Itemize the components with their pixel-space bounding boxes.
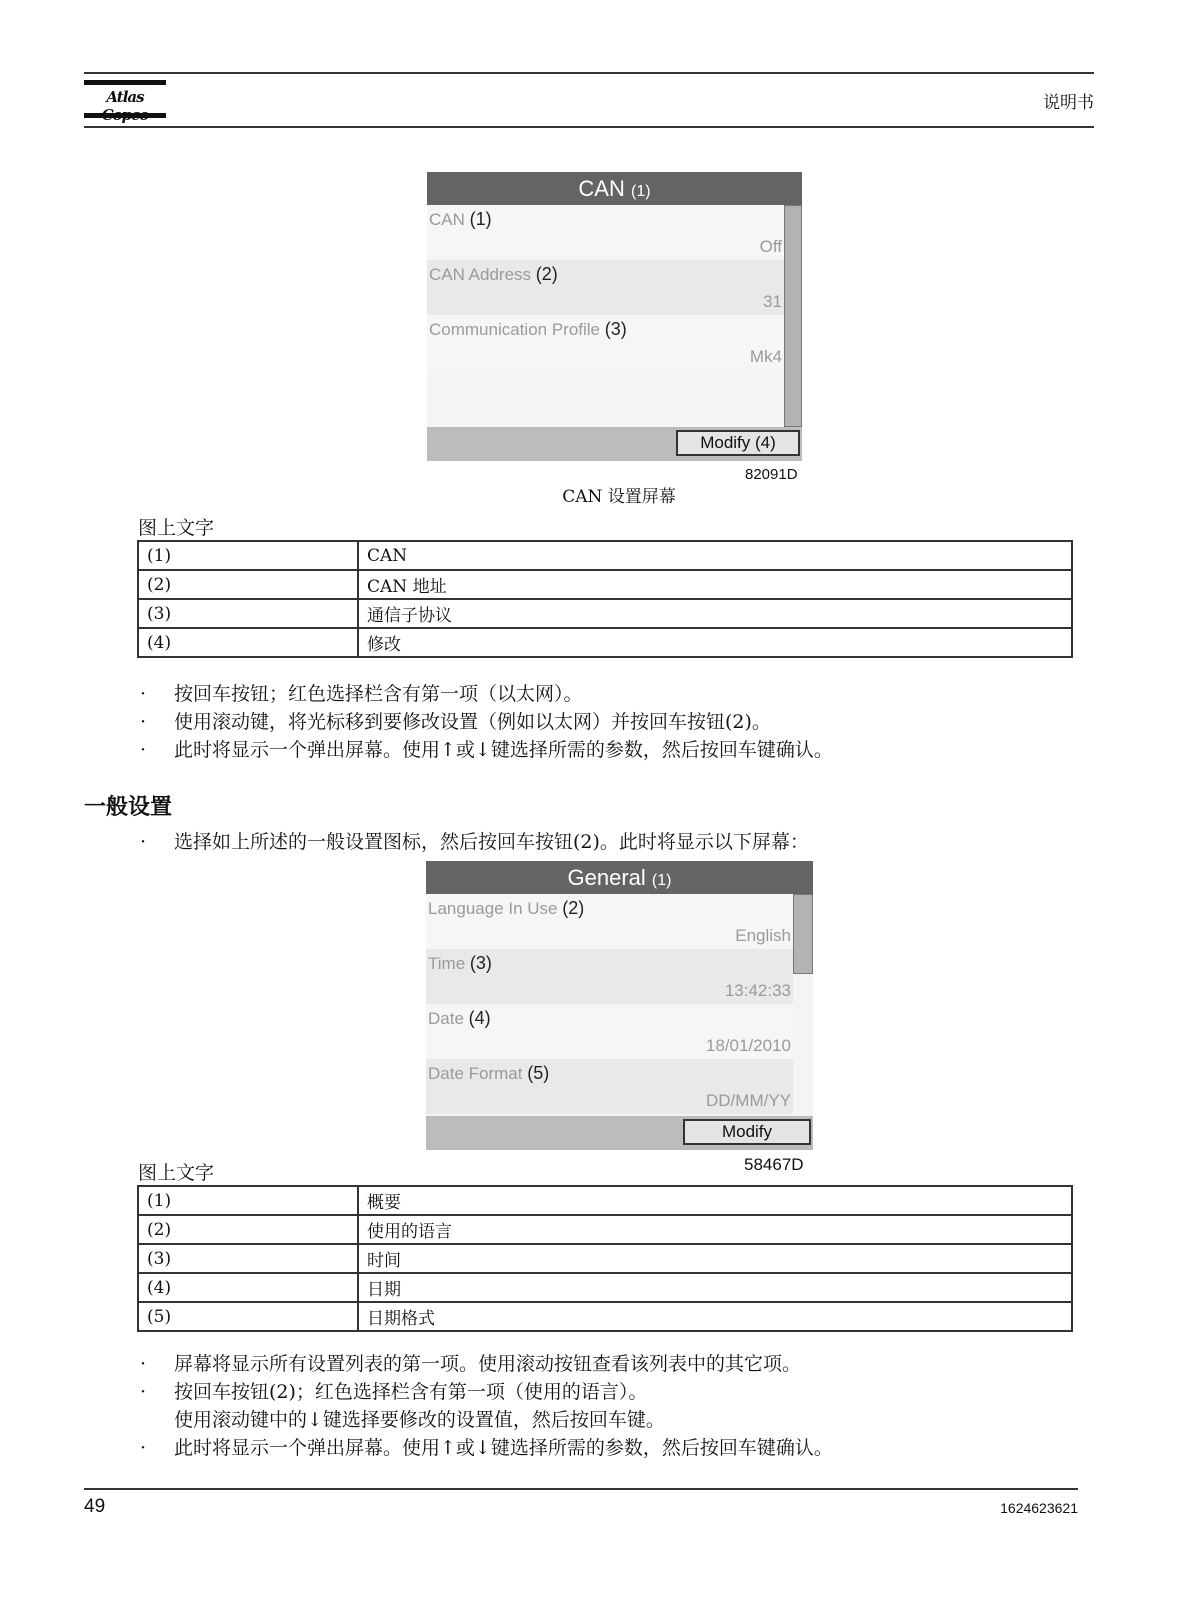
table-row: (2) 使用的语言: [138, 1215, 1072, 1244]
list-item[interactable]: [427, 205, 784, 260]
modify-button[interactable]: Modify: [683, 1119, 811, 1145]
table-row: (4) 日期: [138, 1273, 1072, 1302]
list-item[interactable]: [426, 894, 793, 949]
legend-title: 图上文字: [138, 517, 215, 539]
setting-value: 18/01/2010: [705, 1036, 791, 1055]
list-item: · 选择如上所述的一般设置图标，然后按回车按钮(2)。此时将显示以下屏幕：: [140, 831, 809, 853]
page-number: 49: [84, 1496, 106, 1517]
general-instructions: [140, 1350, 833, 1462]
table-row: (5) 日期格式: [138, 1302, 1072, 1331]
list-item: · 此时将显示一个弹出屏幕。使用↑或↓键选择所需的参数，然后按回车键确认。: [140, 739, 833, 761]
document-number: 1624623621: [1000, 1500, 1078, 1516]
scrollbar[interactable]: [793, 894, 813, 1116]
list-item: · 此时将显示一个弹出屏幕。使用↑或↓键选择所需的参数，然后按回车键确认。: [140, 1437, 833, 1459]
setting-label: Time (3): [428, 953, 492, 973]
list-item-continuation: 使用滚动键中的↓键选择要修改的设置值，然后按回车键。: [174, 1409, 665, 1431]
list-item[interactable]: [426, 1059, 793, 1114]
setting-label: CAN (1): [429, 209, 492, 229]
list-item: · 屏幕将显示所有设置列表的第一项。使用滚动按钮查看该列表中的其它项。: [140, 1353, 802, 1375]
setting-value: Off: [759, 237, 782, 256]
list-item[interactable]: [426, 949, 793, 1004]
setting-label: Language In Use (2): [428, 898, 585, 918]
figure-code: 58467D: [744, 1155, 804, 1174]
section-intro: [140, 828, 809, 856]
setting-label: CAN Address (2): [429, 264, 558, 284]
table-row: (3) 时间: [138, 1244, 1072, 1273]
table-row: (3) 通信子协议: [138, 599, 1072, 628]
list-item: · 使用滚动键，将光标移到要修改设置（例如以太网）并按回车按钮(2)。: [140, 711, 771, 733]
screen-footer: [427, 427, 802, 461]
setting-label: Date (4): [428, 1008, 491, 1028]
can-instructions: [140, 680, 833, 764]
setting-value: 31: [763, 292, 782, 311]
scrollbar-thumb[interactable]: [784, 205, 802, 427]
can-legend-table: [137, 540, 1073, 658]
doc-label: 说明书: [1043, 93, 1094, 113]
modify-button[interactable]: Modify (4): [676, 430, 800, 456]
general-screen: [426, 861, 813, 1150]
screen-title: CAN (1): [427, 172, 802, 205]
list-item: · 按回车按钮(2)；红色选择栏含有第一项（使用的语言）。: [140, 1381, 648, 1403]
scrollbar[interactable]: [784, 205, 802, 427]
general-legend-table: [137, 1185, 1073, 1332]
figure-code: 82091D: [745, 466, 798, 483]
setting-value: 13:42:33: [724, 981, 791, 1000]
list-item[interactable]: [427, 260, 784, 315]
table-row: (2) CAN 地址: [138, 570, 1072, 599]
setting-value: English: [735, 926, 791, 945]
table-row: (1) CAN: [138, 541, 1072, 570]
legend-title: 图上文字: [138, 1162, 215, 1184]
page-footer: [84, 1488, 1078, 1517]
screen-title: General (1): [426, 861, 813, 894]
figure-caption: CAN 设置屏幕: [562, 487, 676, 507]
atlas-copco-logo: Atlas: [84, 80, 166, 118]
can-screen: [427, 172, 802, 461]
setting-label: Communication Profile (3): [429, 319, 627, 339]
list-item[interactable]: [426, 1004, 793, 1059]
page-header: [84, 72, 1094, 128]
list-item: · 按回车按钮；红色选择栏含有第一项（以太网）。: [140, 683, 583, 705]
scrollbar-thumb[interactable]: [793, 894, 813, 974]
setting-label: Date Format (5): [428, 1063, 550, 1083]
setting-value: Mk4: [749, 347, 782, 366]
setting-value: DD/MM/YY: [706, 1091, 791, 1110]
table-row: (4) 修改: [138, 628, 1072, 657]
section-title: 一般设置: [84, 794, 173, 820]
screen-footer: [426, 1116, 813, 1150]
list-item[interactable]: [427, 315, 784, 370]
table-row: (1) 概要: [138, 1186, 1072, 1215]
